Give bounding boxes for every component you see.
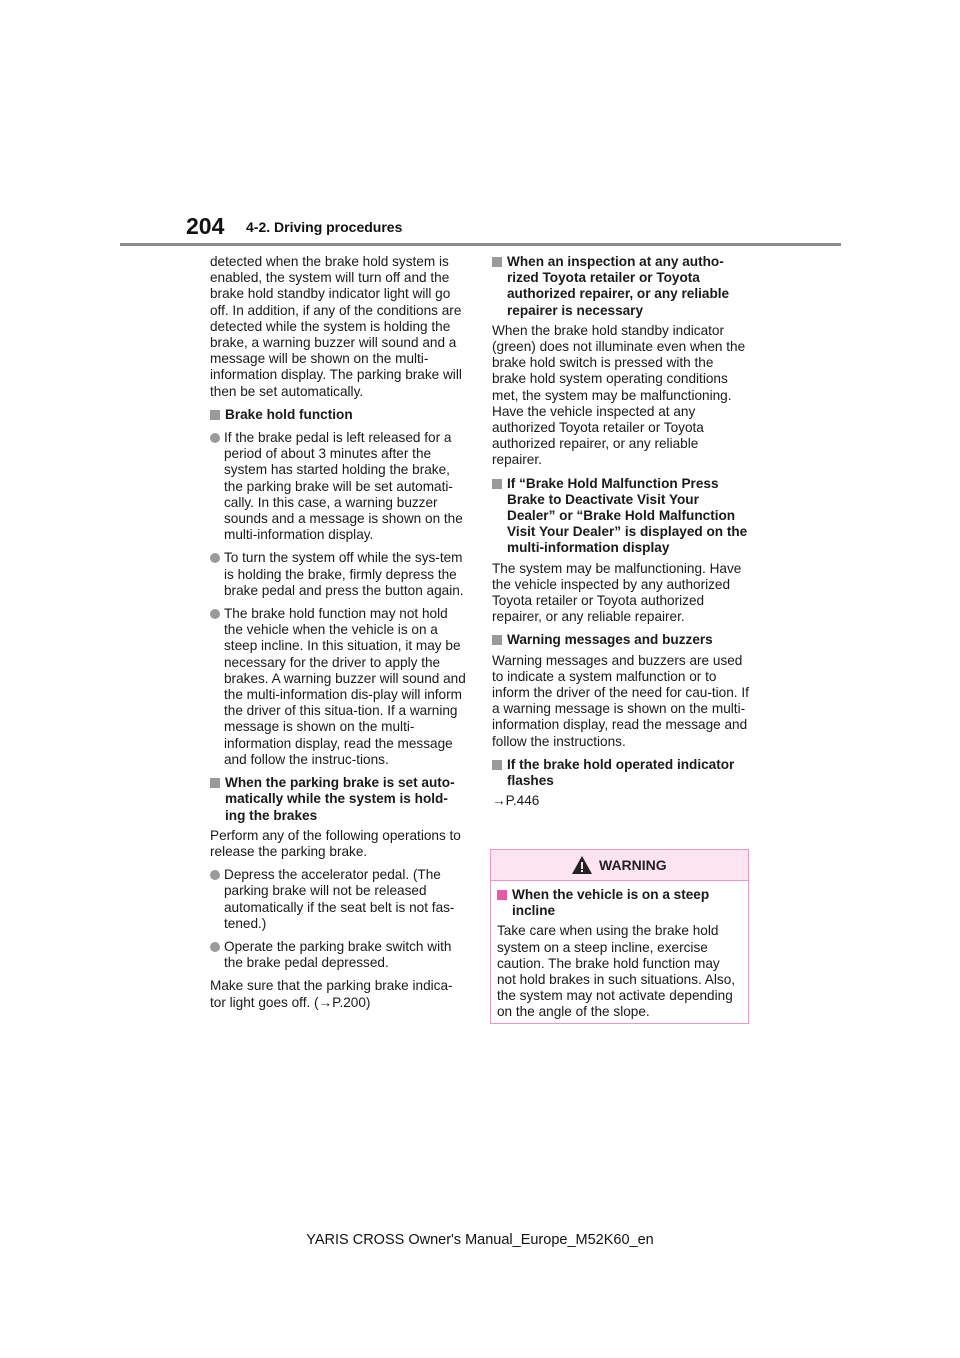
page-header	[0, 0, 960, 250]
square-bullet-icon	[492, 257, 502, 267]
bullet-item: To turn the system off while the sys-tem is holding the brake, firmly depress the brake pedal and press the button again.	[210, 550, 468, 599]
page-number: 204	[186, 213, 225, 239]
paragraph: The system may be malfunctioning. Have the vehicle inspected by any authorized Toyota retailer or Toyota authorized repairer, or any reliable repairer.	[492, 560, 742, 625]
left-column	[210, 254, 468, 1018]
warning-text: Take care when using the brake hold system on a steep incline, exercise caution. The brake hold function may not hold brakes in such situations. Also, the system may not activate depending on the angle of the slope.	[497, 923, 736, 1020]
square-bullet-icon	[497, 890, 507, 900]
heading-brake-hold-function: Brake hold function	[210, 407, 468, 423]
page-footer	[0, 1232, 960, 1248]
bullet-item: Depress the accelerator pedal. (The parking brake will not be released automatically if the seat belt is not fas-tened.)	[210, 867, 468, 932]
warning-triangle-icon	[571, 855, 593, 875]
heading-inspection-necessary: When an inspection at any autho-rized Toyota retailer or Toyota authorized repairer, or any reliable repairer is necessary	[492, 254, 750, 319]
paragraph: When the brake hold standby indicator (green) does not illuminate even when the brake hold switch is pressed with the brake hold system operating conditions met, the system may be malfunctioning. Have the vehicle inspected at any authorized Toyota retailer or Toyota authorized repairer, or any reliable repairer.	[492, 322, 746, 468]
footer-text: YARIS CROSS Owner's Manual_Europe_M52K60_en	[306, 1232, 654, 1248]
intro-paragraph: detected when the brake hold system is enabled, the system will turn off and the brake hold standby indicator light will go off. In addition, if any of the conditions are detected while the system is holding the brake, a warning buzzer will sound and a message will be shown on the multi-information display. The parking brake will then be set automatically.	[210, 254, 462, 399]
section-title: 4-2. Driving procedures	[246, 219, 403, 235]
circle-bullet-icon	[210, 553, 220, 563]
paragraph: Warning messages and buzzers are used to indicate a system malfunction or to inform the driver of the need for cau-tion. If a warning message is shown on the multi-information display, read the message and follow the instructions.	[492, 652, 749, 749]
page-reference-link[interactable]: →P.446	[492, 793, 540, 809]
circle-bullet-icon	[210, 433, 220, 443]
square-bullet-icon	[492, 479, 502, 489]
square-bullet-icon	[210, 410, 220, 420]
square-bullet-icon	[492, 760, 502, 770]
heading-warning-messages: Warning messages and buzzers	[492, 632, 750, 648]
bullet-item: If the brake pedal is left released for a period of about 3 minutes after the system has started holding the brake, the parking brake will be set automati-cally. In this case, a warning buzzer sounds and a message is shown on the multi-information display.	[210, 430, 468, 543]
right-column	[492, 254, 750, 817]
heading-indicator-flashes: If the brake hold operated indicator flashes	[492, 757, 750, 789]
circle-bullet-icon	[210, 609, 220, 619]
warning-heading: When the vehicle is on a steep incline	[497, 887, 742, 919]
circle-bullet-icon	[210, 942, 220, 952]
warning-box	[490, 849, 749, 1024]
bullet-item: Operate the parking brake switch with the brake pedal depressed.	[210, 939, 468, 971]
warning-header	[491, 850, 748, 881]
paragraph-indicator-reference: Make sure that the parking brake indica-tor light goes off. (→P.200)	[210, 978, 453, 1010]
warning-title: WARNING	[599, 857, 667, 873]
heading-parking-brake-auto: When the parking brake is set auto-matically while the system is hold-ing the brakes	[210, 775, 468, 824]
square-bullet-icon	[492, 635, 502, 645]
heading-malfunction-message: If “Brake Hold Malfunction Press Brake to Deactivate Visit Your Dealer” or “Brake Hold Malfunction Visit Your Dealer” is displayed on the multi-information display	[492, 476, 750, 557]
circle-bullet-icon	[210, 870, 220, 880]
bullet-item: The brake hold function may not hold the vehicle when the vehicle is on a steep incline. In this situation, it may be necessary for the driver to apply the brakes. A warning buzzer will sound and the multi-information dis-play will inform the driver of this situa-tion. If a warning message is shown on the multi-information display, read the message and follow the instruc-tions.	[210, 606, 468, 768]
square-bullet-icon	[210, 778, 220, 788]
paragraph: Perform any of the following operations to release the parking brake.	[210, 827, 461, 859]
warning-body	[491, 881, 748, 1021]
header-divider	[120, 243, 841, 246]
